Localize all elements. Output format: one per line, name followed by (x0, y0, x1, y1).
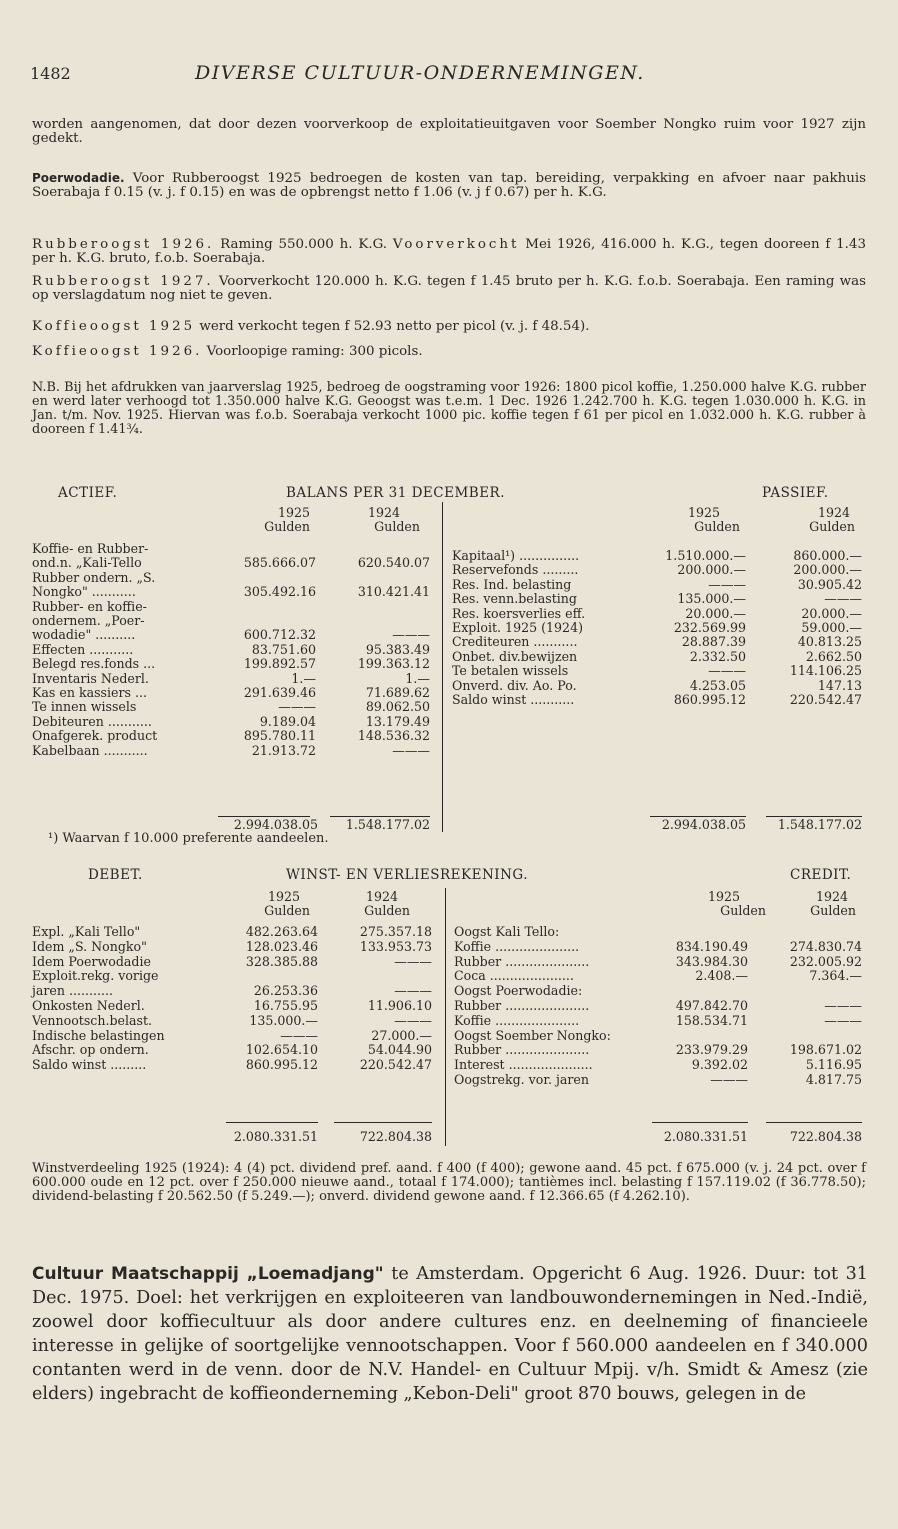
passief-row-label: Saldo winst ........... (452, 692, 575, 707)
rubber-1927-paragraph (32, 275, 866, 303)
balans-total-actief-1924: 1.548.177.02 (345, 817, 430, 832)
debet-row-value-1925: 482.263.64 (245, 924, 318, 939)
credit-row-value-1924: 4.817.75 (805, 1072, 862, 1087)
credit-title: CREDIT. (790, 867, 852, 883)
actief-row-value-1924: ——— (392, 742, 430, 758)
debet-row-value-1924: ——— (394, 953, 432, 969)
passief-row-label: Res. Ind. belasting (452, 576, 572, 592)
passief-row-label: Te betalen wissels (452, 663, 569, 679)
koffie-1925-text: werd verkocht tegen f 52.93 netto per picol (v. j. f 48.54). (199, 319, 590, 334)
koffie-1925-paragraph (32, 320, 866, 334)
balans-total-passief-1925: 2.994.038.05 (661, 817, 746, 832)
debet-row-value-1924: ——— (394, 1012, 432, 1028)
debet-row-value-1925: 128.023.46 (245, 938, 318, 954)
company-name: Poerwodadie. (32, 171, 125, 185)
debet-row-label: Saldo winst ......... (32, 1057, 147, 1073)
actief-row-label: Rubber ondern. „S. (32, 569, 156, 585)
actief-row-label: Effecten ........... (32, 641, 134, 657)
passief-row-value-1924: 2.662.50 (805, 648, 862, 664)
balans-unit-4: Gulden (809, 519, 855, 534)
koffie-1925-label: Koffieoogst 1925 (32, 319, 196, 334)
credit-row-value-1924: 7.364.— (809, 968, 862, 984)
debet-row-value-1925: 135.000.— (249, 1012, 318, 1028)
winst-divider (445, 888, 446, 1146)
actief-row-value-1925: 895.780.11 (243, 728, 316, 744)
winst-total-credit-1925: 2.080.331.51 (663, 1129, 748, 1144)
credit-row-value-1924: 274.830.74 (789, 938, 862, 954)
actief-row-value-1925: 1.— (291, 670, 316, 686)
actief-row-value-1924: 199.363.12 (357, 656, 430, 672)
debet-row-value-1925: 16.755.95 (253, 998, 318, 1013)
debet-row-value-1925: 26.253.36 (253, 983, 318, 999)
balans-unit-2: Gulden (374, 519, 420, 534)
passief-row-value-1925: ——— (708, 576, 746, 592)
rubber-1926-label2: Voorverkocht (392, 237, 520, 252)
winst-unit-2: Gulden (364, 903, 410, 918)
actief-row-label: Te innen wissels (32, 699, 137, 715)
balans-divider (442, 502, 443, 832)
cultuur-company-name: Cultuur Maatschappij „Loemadjang" (32, 1264, 384, 1284)
passief-row-value-1924: 59.000.— (801, 620, 862, 635)
debet-row-value-1924: 133.953.73 (359, 938, 432, 954)
rubber-1926-paragraph (32, 238, 866, 266)
actief-row-label: ondernem. „Poer- (32, 613, 145, 628)
actief-row-value-1925: 83.751.60 (251, 641, 316, 657)
debet-row-label: Afschr. op ondern. (32, 1042, 149, 1058)
page-header (30, 62, 870, 92)
credit-row-label: Rubber ..................... (454, 953, 590, 969)
winst-unit-1: Gulden (264, 903, 310, 918)
passief-row-value-1925: 28.887.39 (681, 634, 746, 650)
actief-row-value-1925: 21.913.72 (251, 742, 316, 758)
actief-row-value-1925: 600.712.32 (243, 627, 316, 643)
passief-row-value-1924: 860.000.— (793, 548, 862, 563)
credit-row-value-1924: 232.005.92 (789, 953, 862, 969)
credit-row-value-1925: 9.392.02 (691, 1057, 748, 1073)
credit-row-value-1925: ——— (710, 1072, 748, 1087)
rubber-1927-label: Rubberoogst 1927. (32, 274, 214, 289)
credit-row-value-1924: ——— (824, 998, 862, 1013)
balans-year-1925: 1925 (277, 505, 310, 520)
balans-year-1924-r: 1924 (817, 505, 850, 520)
actief-row-label: Rubber- en koffie- (32, 598, 147, 614)
winst-year-1924: 1924 (365, 889, 398, 904)
poerwodadie-paragraph (32, 171, 866, 200)
credit-row-label: Rubber ..................... (454, 998, 590, 1013)
balans-title: BALANS PER 31 DECEMBER. (286, 485, 506, 501)
winst-unit-3: Gulden (720, 903, 766, 918)
passief-row-value-1925: 200.000.— (677, 562, 746, 578)
passief-row-value-1924: 40.813.25 (797, 634, 862, 650)
actief-row-value-1924: 620.540.07 (357, 555, 430, 571)
credit-row-value-1925: 834.190.49 (675, 938, 748, 954)
running-title: DIVERSE CULTUUR-ONDERNEMINGEN. (195, 62, 645, 84)
passief-row-value-1924: 147.13 (817, 677, 862, 693)
passief-row-value-1925: ——— (708, 663, 746, 679)
actief-row-value-1924: ——— (392, 627, 430, 643)
debet-row-label: Idem „S. Nongko" (32, 938, 147, 954)
passief-row-label: Res. venn.belasting (452, 591, 577, 607)
debet-row-value-1924: ——— (394, 983, 432, 999)
passief-title: PASSIEF. (762, 485, 829, 501)
passief-row-value-1924: 114.106.25 (789, 663, 862, 679)
credit-row-label: Rubber ..................... (454, 1042, 590, 1058)
winst-year-1924-r: 1924 (815, 889, 848, 904)
debet-row-value-1924: 11.906.10 (367, 998, 432, 1013)
passief-row-value-1924: 200.000.— (793, 562, 862, 578)
koffie-1926-text: Voorloopige raming: 300 picols. (206, 344, 423, 359)
credit-row-label: Coca ..................... (454, 968, 574, 984)
winst-sum-line-1 (226, 1122, 318, 1123)
intro-paragraph: worden aangenomen, dat door dezen voorverkoop de exploitatieuitgaven voor Soember Nongko ruim voor 1927 zijn gedekt. (32, 117, 866, 146)
passief-row-label: Reservefonds ......... (452, 562, 579, 578)
passief-row-label: Kapitaal¹) ............... (452, 548, 580, 563)
actief-row-label: Kabelbaan ........... (32, 742, 148, 758)
actief-row-label: ond.n. „Kali-Tello (32, 555, 142, 571)
passief-row-value-1925: 135.000.— (677, 591, 746, 607)
passief-row-value-1925: 2.332.50 (689, 648, 746, 664)
rubber-1926-text2: Mei 1926, 416.000 h. K.G., tegen dooreen f 1.43 per h. K.G. bruto, f.o.b. Soerabaja. (32, 237, 866, 266)
actief-row-label: Inventaris Nederl. (32, 670, 149, 686)
debet-row-label: Vennootsch.belast. (32, 1012, 153, 1028)
balans-unit-1: Gulden (264, 519, 310, 534)
winst-total-debet-1924: 722.804.38 (359, 1129, 432, 1144)
actief-row-value-1925: ——— (278, 699, 316, 715)
balans-year-1924: 1924 (367, 505, 400, 520)
actief-title: ACTIEF. (58, 485, 118, 501)
passief-row-value-1924: 30.905.42 (797, 576, 862, 592)
credit-row-label: Interest ..................... (454, 1057, 593, 1073)
actief-row-value-1924: 310.421.41 (357, 584, 430, 600)
passief-row-label: Res. koersverlies eff. (452, 605, 586, 621)
actief-row-value-1924: 89.062.50 (365, 699, 430, 715)
actief-row-value-1924: 95.383.49 (365, 641, 430, 657)
balans-footnote: ¹) Waarvan f 10.000 preferente aandeelen. (48, 831, 329, 846)
actief-row-label: Belegd res.fonds ... (32, 656, 156, 672)
actief-row-value-1924: 148.536.32 (357, 728, 430, 744)
debet-row-label: Exploit.rekg. vorige (32, 968, 159, 984)
winst-sum-line-3 (652, 1122, 748, 1123)
debet-row-value-1925: ——— (280, 1027, 318, 1043)
credit-row-label: Oogst Soember Nongko: (454, 1027, 611, 1043)
credit-row-value-1925: 158.534.71 (675, 1012, 748, 1028)
debet-row-value-1924: 220.542.47 (359, 1057, 432, 1073)
winst-total-credit-1924: 722.804.38 (789, 1129, 862, 1144)
credit-row-value-1925: 343.984.30 (675, 953, 748, 969)
cultuur-paragraph (32, 1262, 868, 1406)
rubber-1927-text: Voorverkocht 120.000 h. K.G. tegen f 1.45 bruto per h. K.G. f.o.b. Soerabaja. Een raming was op verslagdatum nog niet te geven. (32, 274, 866, 303)
debet-row-value-1924: 275.357.18 (359, 924, 432, 939)
actief-row-value-1924: 71.689.62 (365, 685, 430, 700)
actief-row-value-1925: 199.892.57 (243, 656, 316, 672)
actief-row-label: Debiteuren ........... (32, 713, 152, 729)
actief-row-label: Kas en kassiers ... (32, 685, 147, 700)
debet-row-value-1925: 102.654.10 (245, 1042, 318, 1058)
koffie-1926-paragraph (32, 345, 866, 359)
debet-row-label: Expl. „Kali Tello" (32, 924, 141, 939)
actief-row-label: Onafgerek. product (32, 728, 158, 744)
debet-row-label: jaren ........... (32, 983, 114, 999)
passief-row-label: Crediteuren ........... (452, 634, 578, 650)
rubber-1926-text: Raming 550.000 h. K.G. (220, 237, 388, 252)
actief-row-label: wodadie" .......... (32, 627, 136, 643)
actief-row-value-1924: 13.179.49 (365, 713, 430, 729)
koffie-1926-label: Koffieoogst 1926. (32, 344, 203, 359)
debet-title: DEBET. (88, 867, 143, 883)
credit-row-value-1925: 2.408.— (695, 968, 748, 984)
winst-year-1925-r: 1925 (707, 889, 740, 904)
winst-sum-line-2 (334, 1122, 432, 1123)
cultuur-text: te Amsterdam. Opgericht 6 Aug. 1926. Duur: tot 31 Dec. 1975. Doel: het verkrijgen en exploiteeren van landbouwondernemingen in Ned.-Indië, zoowel door koffiecultuur als door andere cultures enz. en deelneming of financieele interesse in gelijke of soortgelijke vennootschappen. Voor f 560.000 aandeelen en f 340.000 contanten werd in de venn. door de N.V. Handel- en Cultuur Mpij. v/h. Smidt & Amesz (zie elders) ingebracht de koffieonderneming „Kebon-Deli" groot 870 bouws, gelegen in de (32, 1264, 868, 1404)
winst-unit-4: Gulden (810, 903, 856, 918)
passief-row-value-1924: 220.542.47 (789, 692, 862, 707)
credit-row-label: Oogstrekg. vor. jaren (454, 1072, 590, 1087)
passief-row-value-1925: 4.253.05 (689, 677, 746, 693)
actief-row-label: Koffie- en Rubber- (32, 541, 149, 556)
debet-row-value-1924: 54.044.90 (367, 1042, 432, 1058)
debet-row-label: Onkosten Nederl. (32, 998, 145, 1013)
passief-row-value-1925: 1.510.000.— (665, 548, 746, 563)
debet-row-value-1924: 27.000.— (371, 1027, 432, 1043)
actief-row-value-1925: 585.666.07 (243, 555, 316, 571)
passief-row-value-1925: 860.995.12 (673, 692, 746, 707)
credit-row-value-1925: 497.842.70 (675, 998, 748, 1013)
actief-row-value-1925: 9.189.04 (259, 713, 316, 729)
winstverdeeling-paragraph: Winstverdeeling 1925 (1924): 4 (4) pct. dividend pref. aand. f 400 (f 400); gewone aand. 45 pct. f 675.000 (v. j. 24 pct. over f 600.000 oude en 12 pct. over f 250.000 nieuwe aand., totaal f 174.000); tantièmes incl. belasting f 157.119.02 (f 36.778.50); dividend-belasting f 20.562.50 (f 5.249.—); onverd. dividend gewone aand. f 12.366.65 (f 4.262.10). (32, 1161, 866, 1204)
actief-row-value-1925: 291.639.46 (243, 685, 316, 700)
credit-row-label: Koffie ..................... (454, 1012, 580, 1028)
actief-row-value-1924: 1.— (405, 670, 430, 686)
page-number: 1482 (30, 64, 71, 83)
passief-row-value-1924: 20.000.— (801, 605, 862, 621)
passief-row-label: Onverd. div. Ao. Po. (452, 677, 577, 693)
passief-row-label: Onbet. div.bewijzen (452, 648, 578, 664)
winst-sum-line-4 (766, 1122, 862, 1123)
winst-year-1925: 1925 (267, 889, 300, 904)
credit-row-value-1924: 198.671.02 (789, 1042, 862, 1058)
actief-row-value-1925: 305.492.16 (243, 584, 316, 600)
nb-paragraph: N.B. Bij het afdrukken van jaarverslag 1925, bedroeg de oogstraming voor 1926: 1800 picol koffie, 1.250.000 halve K.G. rubber en werd later verhoogd tot 1.350.000 halve K.G. Geoogst was t.e.m. 1 Dec. 1926 1.242.700 h. K.G. tegen 1.030.000 h. K.G. in Jan. t/m. Nov. 1925. Hiervan was f.o.b. Soerabaja verkocht 1000 pic. koffie tegen f 61 per picol en 1.032.000 h. K.G. rubber à dooreen f 1.41¾. (32, 380, 866, 437)
debet-row-label: Indische belastingen (32, 1027, 165, 1043)
winst-title: WINST- EN VERLIESREKENING. (286, 867, 529, 883)
credit-row-label: Oogst Poerwodadie: (454, 983, 583, 999)
winst-total-debet-1925: 2.080.331.51 (233, 1129, 318, 1144)
credit-row-value-1924: 5.116.95 (805, 1057, 862, 1073)
balans-total-actief-1925: 2.994.038.05 (233, 817, 318, 832)
credit-row-label: Oogst Kali Tello: (454, 924, 560, 939)
passief-row-label: Exploit. 1925 (1924) (452, 620, 583, 635)
debet-row-value-1925: 860.995.12 (245, 1057, 318, 1073)
debet-row-value-1925: 328.385.88 (245, 953, 318, 969)
credit-row-label: Koffie ..................... (454, 938, 580, 954)
poerwodadie-text: Voor Rubberoogst 1925 bedroegen de kosten van tap. bereiding, verpakking en afvoer naar pakhuis Soerabaja f 0.15 (v. j. f 0.15) en was de opbrengst netto f 1.06 (v. j f 0.67) per h. K.G. (32, 171, 866, 200)
passief-row-value-1924: ——— (824, 591, 862, 607)
balans-year-1925-r: 1925 (687, 505, 720, 520)
debet-row-label: Idem Poerwodadie (32, 953, 151, 969)
passief-row-value-1925: 232.569.99 (673, 620, 746, 635)
balans-total-passief-1924: 1.548.177.02 (777, 817, 862, 832)
credit-row-value-1925: 233.979.29 (675, 1042, 748, 1058)
rubber-1926-label: Rubberoogst 1926. (32, 237, 215, 252)
credit-row-value-1924: ——— (824, 1012, 862, 1028)
balans-unit-3: Gulden (694, 519, 740, 534)
actief-row-label: Nongko" ........... (32, 584, 136, 600)
passief-row-value-1925: 20.000.— (685, 605, 746, 621)
